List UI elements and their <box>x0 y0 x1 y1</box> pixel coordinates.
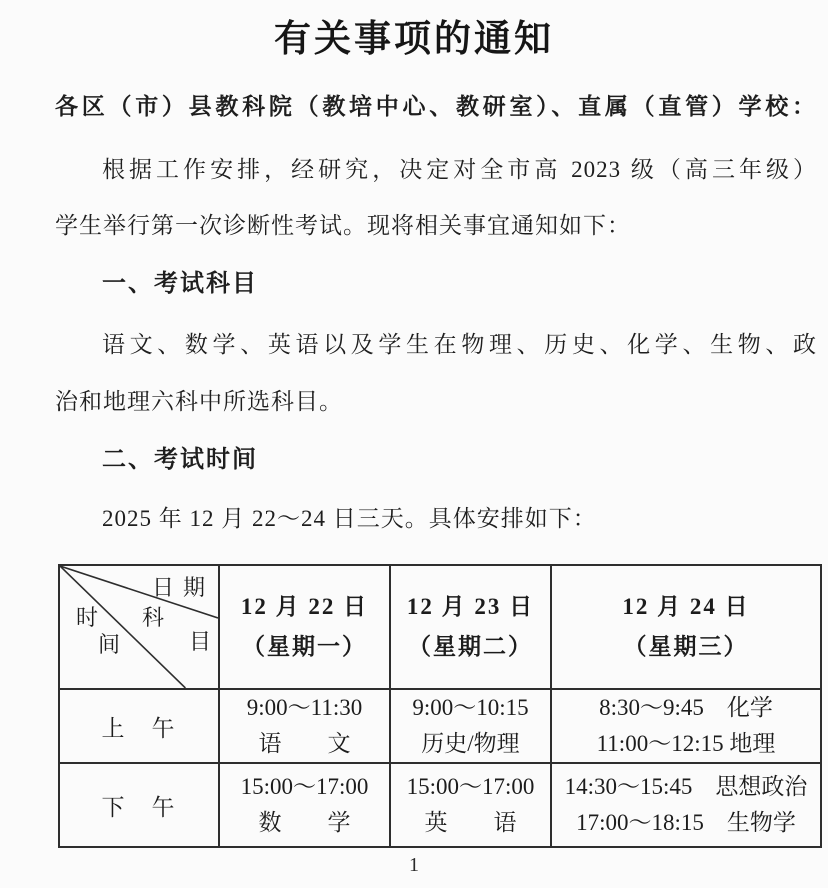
date-header-cell-dec23 <box>390 565 551 689</box>
date-text: 12 月 22 日 <box>240 594 369 619</box>
exam-time: 15:00～17:00 <box>240 774 369 799</box>
schedule-cell-chinese <box>219 689 390 763</box>
period-cell-morning: 上 午 <box>59 689 219 763</box>
date-header-cell-dec24 <box>551 565 821 689</box>
exam-time: 9:00～11:30 <box>246 695 363 720</box>
exam-slot: 14:30～15:45 思想政治 <box>564 774 808 799</box>
exam-subject: 数 学 <box>258 810 351 835</box>
exam-subject: 语 文 <box>258 731 351 756</box>
corner-header-cell <box>59 565 219 689</box>
exam-time: 9:00～10:15 <box>412 695 529 720</box>
corner-subject-label-char1: 科 <box>142 605 165 630</box>
weekday-text: （星期三） <box>623 634 749 659</box>
schedule-cell-politics-biology <box>551 763 821 847</box>
corner-date-label: 日期 <box>152 575 215 600</box>
schedule-cell-chemistry-geography <box>551 689 821 763</box>
schedule-cell-english <box>390 763 551 847</box>
exam-subject: 英 语 <box>424 810 517 835</box>
paragraph2-line1: 语文、数学、英语以及学生在物理、历史、化学、生物、政 <box>102 332 817 357</box>
table-header-row <box>59 565 821 689</box>
table-row-afternoon <box>59 763 821 847</box>
addressee-line: 各区（市）县教科院（教培中心、教研室）、直属（直管）学校： <box>55 93 817 119</box>
corner-time-label-char2: 间 <box>98 632 121 657</box>
exam-subject: 历史/物理 <box>421 731 520 756</box>
date-text: 12 月 23 日 <box>406 594 535 619</box>
section2-heading: 二、考试时间 <box>102 446 258 473</box>
paragraph1-line2: 学生举行第一次诊断性考试。现将相关事宜通知如下： <box>55 213 631 238</box>
schedule-cell-math <box>219 763 390 847</box>
section1-heading: 一、考试科目 <box>102 270 258 297</box>
exam-schedule-table <box>58 564 822 848</box>
page-number: 1 <box>409 854 419 876</box>
date-text: 12 月 24 日 <box>622 594 750 619</box>
weekday-text: （星期一） <box>242 634 367 659</box>
corner-subject-label-char2: 目 <box>189 629 212 654</box>
date-header-cell-dec22 <box>219 565 390 689</box>
schedule-cell-history-physics <box>390 689 551 763</box>
paragraph2-line2: 治和地理六科中所选科目。 <box>55 389 343 414</box>
exam-slot: 8:30～9:45 化学 <box>599 695 773 720</box>
corner-time-label-char1: 时 <box>76 605 99 630</box>
paragraph3-line: 2025 年 12 月 22～24 日三天。具体安排如下： <box>102 506 597 531</box>
exam-slot: 11:00～12:15 地理 <box>596 731 776 756</box>
exam-slot: 17:00～18:15 生物学 <box>576 810 796 835</box>
exam-time: 15:00～17:00 <box>406 774 535 799</box>
period-cell-afternoon: 下 午 <box>59 763 219 847</box>
table-row-morning <box>59 689 821 763</box>
page-title: 有关事项的通知 <box>274 19 554 60</box>
paragraph1-line1: 根据工作安排，经研究，决定对全市高 2023 级（高三年级） <box>102 157 817 182</box>
weekday-text: （星期二） <box>408 634 533 659</box>
